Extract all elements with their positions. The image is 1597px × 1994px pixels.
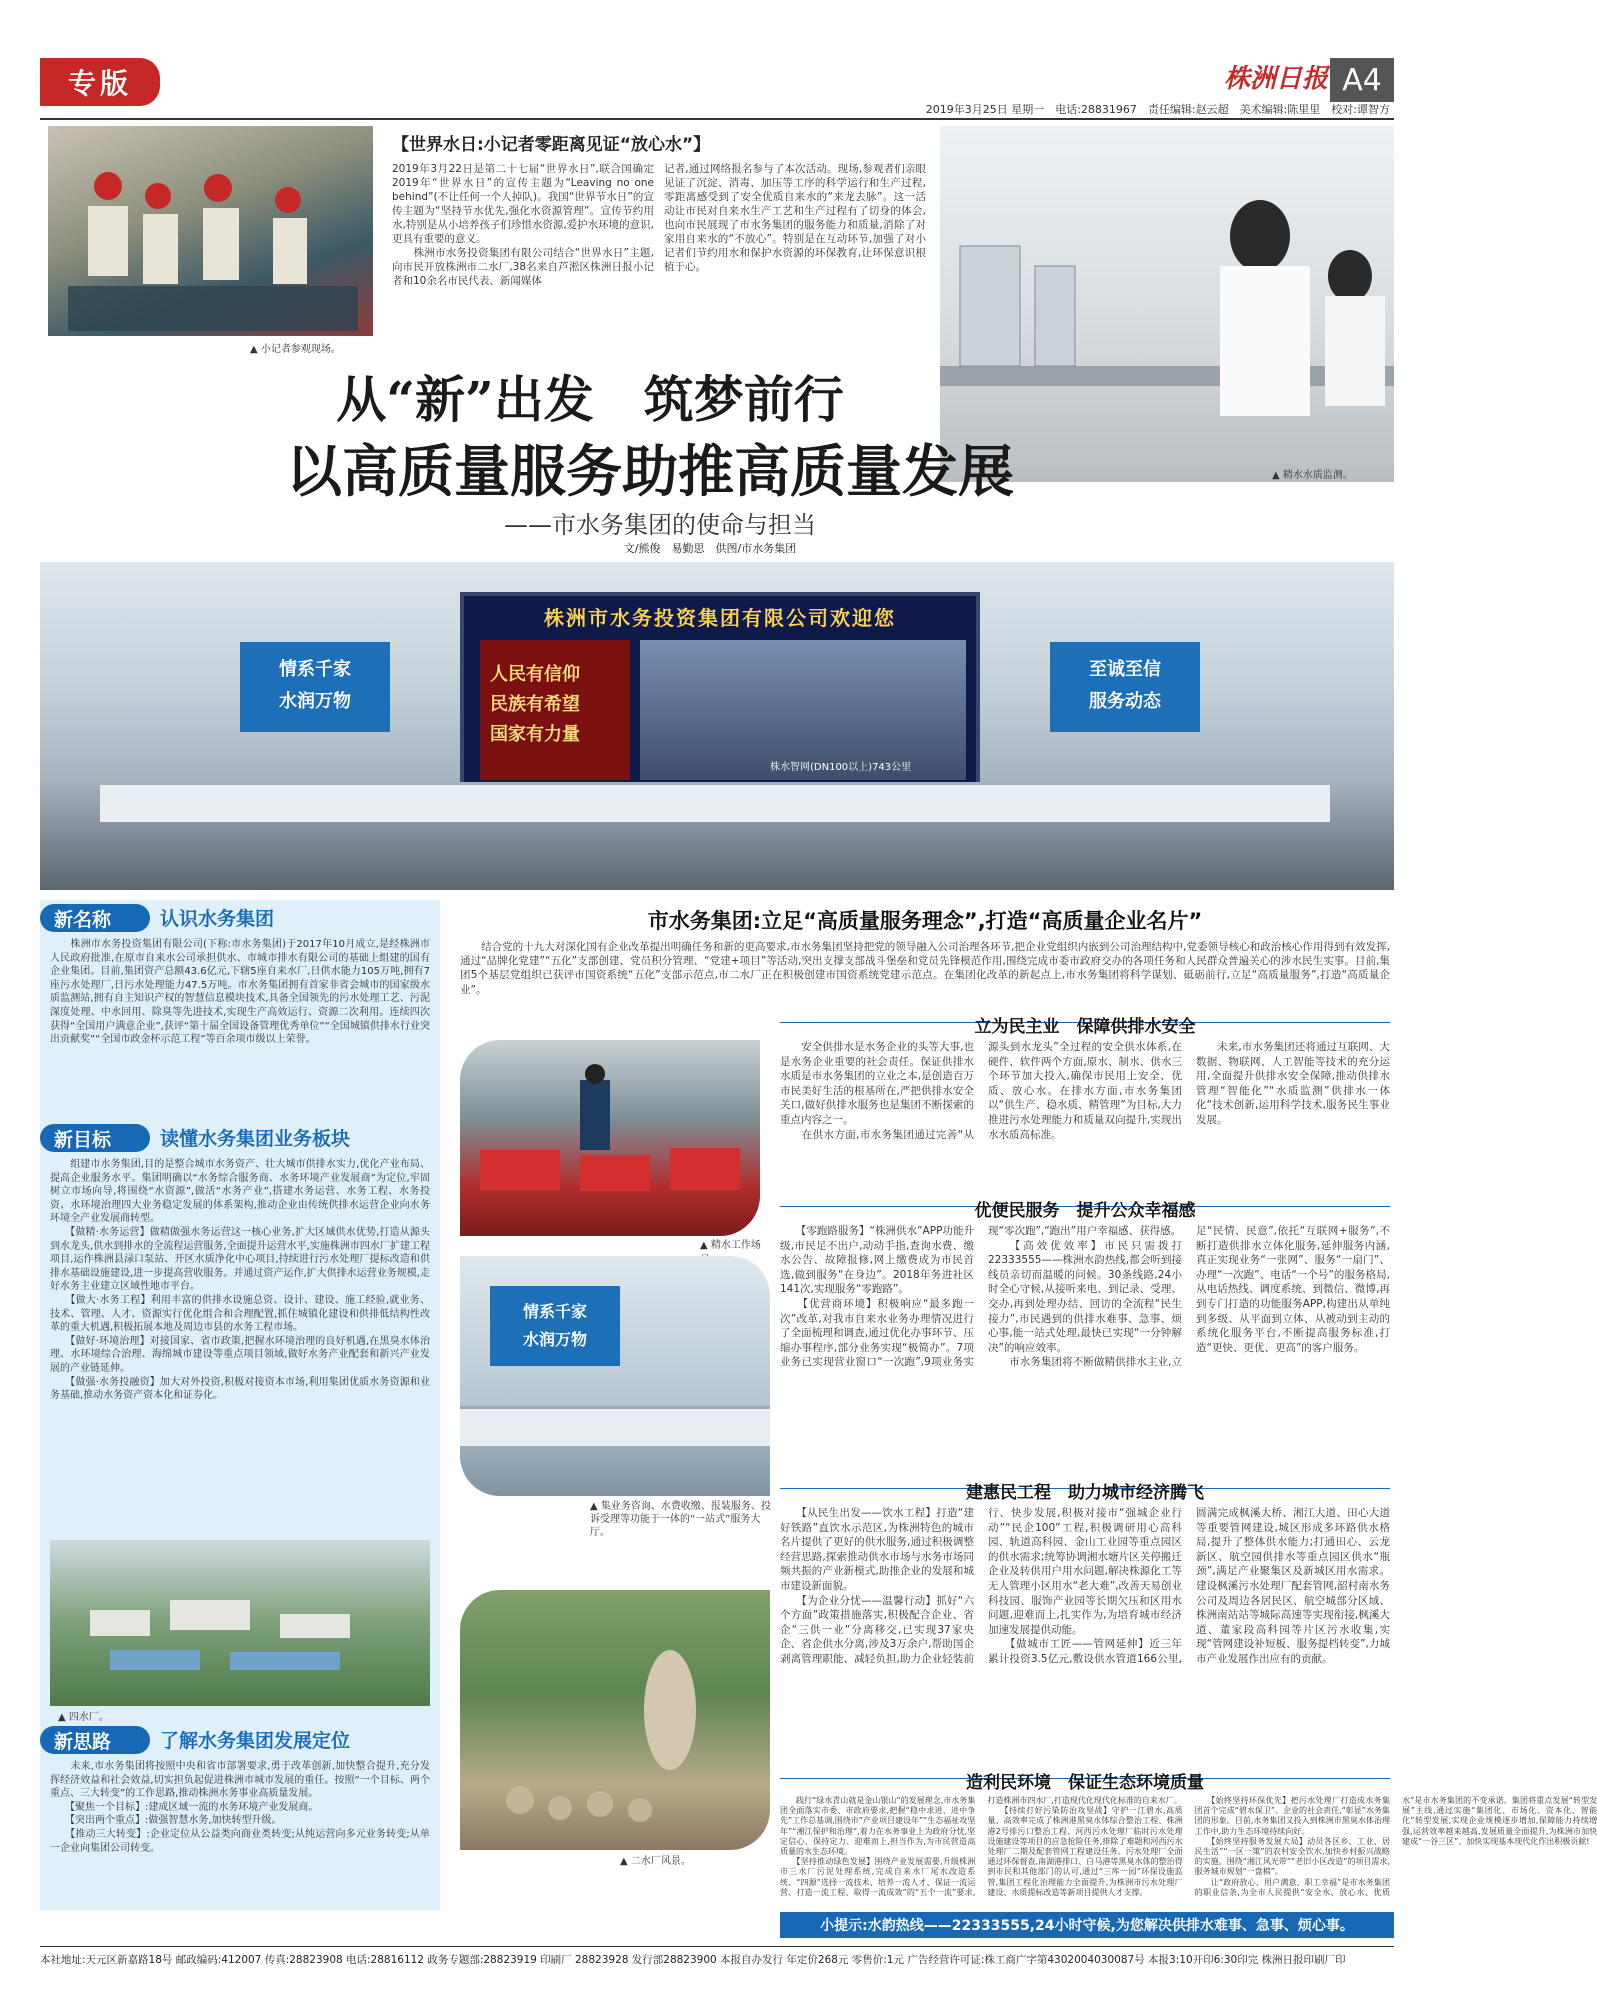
caption-lab: ▲ 精水水质监测。	[1272, 470, 1353, 481]
headline-line2: 以高质量服务助推高质量发展	[286, 440, 1014, 505]
tag-new-idea: 新思路	[40, 1726, 150, 1754]
hotline-tip: 小提示:水韵热线——22333555,24小时守候,为您解决供排水难事、急事、烦心事。	[780, 1912, 1394, 1938]
top-article-title: 【世界水日:小记者零距离见证“放心水”】	[392, 135, 711, 155]
title-new-idea: 了解水务集团发展定位	[160, 1730, 351, 1752]
footer-info: 本社地址:天元区新嘉路18号 邮政编码:412007 传真:28823908 电话:28816112 政务专题部:28823919 印刷厂 28823928 发行部28823900 本报自办发行 年定价268元 零售价:1元 广告经营许可证:株工商广字第4302004030087号 本报3:10开印6:30印完 株洲日报印刷厂印	[40, 1954, 1346, 1966]
photo-pump-room	[460, 1040, 760, 1236]
body-new-name: 株洲市水务投资集团有限公司(下称:市水务集团)于2017年10月成立,是经株洲市人民政府批准,在原市自来水公司承担供水、市城市排水有限公司的基础上组建的国有企业集团。目前,集团资产总额43.6亿元,下辖5座自来水厂,日供水能力105万吨,拥有7座污水处理厂,日污水处理能力47.5万吨。市水务集团拥有首家非省会城市的国家级水质监测站,拥有自主知识产权的智慧信息模块技术,具备全国领先的污水处理工艺、污泥深度处理、中水回用、除臭等先进技术,实现生产高效运行、资源二次利用。连续四次获得“全国用户满意企业”,获评“第十届全国设备管理优秀单位”“全国城镇供排水行业突出贡献奖”“全国市政金杯示范工程”等百余项市级以上荣誉。	[50, 939, 430, 1046]
sec4-body: 践行“绿水青山就是金山银山”的发展理念,市水务集团全面落实市委、市政府要求,把握“稳中求进、进中争先”工作总基调,围绕市“产业项目建设年”“生态福祉攻坚年”“湘江保护和治理”,着力在水务事业上为政府分忧,坚定信心、保持定力、迎难而上,担当作为,为市民营造高质量的水生态环境。 【坚持推动绿色发展】围绕产业发展需要,升级株洲市三水厂污泥处理系统,完成自来水厂尾水改造系统、“四源”选择一流技术、培养一流人才、保证一流运营、打造一流工程、取得一流成效”的“五个一流”要求,打造株洲市四水厂,打造现代化现代化标准的自来水厂。 【持续打好污染防治攻坚战】守护一江碧水,高质量、高效率完成了株洲港黑臭水体综合整治工程、株洲港2号排污口整治工程、河西污水处理厂临时污水处理设施建设等项目的应急抢险任务,排除了难题和河西污水处理厂二期及配套管网工程建设任务。污水处理厂全面通过环保督查,南湖港排口、白马港等黑臭水体的整治得到市民和其他部门的认可,通过“三库一园”环保设施监管,集团工程化治理能力全面提升,为株洲市污水处理厂建设、水质提标改造等新项目提供人才支撑。 【始终坚持环保优先】把污水处理厂打造成水务集团首个完成“碧水保卫”。企业的社会责任,“彰显”水务集团的形象。目前,水务集团又投入到株洲市黑臭水体治理工作中,助力生态环境持续向好。 【始终坚持服务发展大局】动员各区乡、工业、居民生活”“一区一策”的农村安全饮水,加快乡村振兴战略的实施。围绕“湘江风光带”“老旧小区改造”的项目需求,服务城市规划“一盘棋”。 让“政府放心、用户满意、职工幸福”是市水务集团的职业信条,为全市人民提供“安全水、放心水、优质水”是市水务集团的不变承诺。集团将重点发展“转型发展”主线,通过实施“集团化、市场化、资本化、智能化”转型发展,实现企业规模逐步增加,保障能力持续增强,运营效率越来越高,发展质量全面提升,为株洲市加快建成“一谷三区”、加快实现基本现代化作出积极贡献!	[780, 1796, 1597, 1897]
section-tag: 专版	[40, 58, 160, 106]
body-new-idea: 未来,市水务集团将按照中央和省市部署要求,勇于改革创新,加快整合提升,充分发挥经济效益和社会效益,切实担负起促进株洲市城市发展的重任。按照“一个目标、两个重点、三大转变”的工作思路,推动株洲水务事业高质量发展。 【聚焦一个目标】:建成区域一流的水务环境产业发展商。 【突出两个重点】:做强智慧水务,加快转型升级。 【推动三大转变】:企业定位从公益类向商业类转变;从纯运营向多元业务转变;从单一企业向集团公司转变。	[50, 1761, 430, 1854]
sec1-body: 安全供排水是水务企业的头等大事,也是水务企业重要的社会责任。保证供排水水质是市水务集团的立业之本,是创造百万市民美好生活的根基所在,严把供排水安全关口,做好供排水服务也是集团不断探索的重点内容之一。 在供水方面,市水务集团通过完善“从源头到水龙头”全过程的安全供水体系,在硬件、软件两个方面,原水、制水、供水三个环节加大投入,确保市民用上安全、优质、放心水。在排水方面,市水务集团以“供生产、稳水质、精管理”为目标,大力推进污水处理能力和质量双向提升,实现出水水质高标准。 未来,市水务集团还将通过互联网、大数据、物联网、人工智能等技术的充分运用,全面提升供排水安全保障,推动供排水管理“智能化”“水质监测”供排水一体化“技术创新,运用科学技术,服务民生事业发展。	[780, 1041, 1390, 1141]
sec4-heading: 造利民环境 保证生态环境质量	[966, 1773, 1204, 1793]
footer-rule	[40, 1946, 1394, 1947]
newspaper-logo: 株洲日报	[1223, 64, 1328, 94]
welcome-banner: 株洲市水务投资集团有限公司欢迎您	[544, 606, 896, 630]
kids-visit-illustration	[48, 126, 373, 336]
tag-new-name: 新名称	[40, 904, 150, 932]
caption-kids: ▲ 小记者参观现场。	[250, 344, 341, 355]
counter-desk	[460, 1406, 770, 1446]
counter-wall-sign: 情系千家 水润万物	[490, 1286, 620, 1366]
caption-plant-4: ▲ 四水厂。	[58, 1712, 109, 1723]
body-new-goal: 组建市水务集团,目的是整合城市水务资产、壮大城市供排水实力,优化产业布局、提高企业服务水平。集团明确以“水务综合服务商、水务环境产业发展商”为定位,牢固树立市场向导,将围绕“水资源”,做活“水务产业”,搭建水务运营、水务工程、水务投资、水环境治理四大业务稳定发展的体系架构,推动企业由传统供排水运营企业向水务环境全产业发展商转型。 【做精·水务运营】做精做强水务运营这一核心业务,扩大区域供水优势,打造从源头到水龙头,供水到排水的全流程运营服务,全面提升运营水平,实施株洲市四水厂扩建工程项目,运作株洲县渌口泵站、开区水质净化中心项目,持续进行污水处理厂提标改造和供排水基础设施建设,进一步提高营收服务。并通过资产运作,扩大供排水运营业务规模,走好水务主业建立区域性地市平台。 【做大·水务工程】利用丰富的供排水设施总资、设计、建设、施工经验,就业务、技术、管理、人才、资源实行优化组合和合理配置,抓住城镇化建设和供排低结构性改革的重大机遇,积极拓展本地及周边市县的水务工程市场。 【做好·环境治理】对接国家、省市政策,把握水环境治理的良好机遇,在黑臭水体治理、水环境综合治理、海绵城市建设等重点项目领域,做好水务产业配套和新兴产业发展的产业链延伸。 【做强·水务投融资】加大对外投资,积极对接资本市场,利用集团优质水务资源和业务基础,推动水务资产资本化和证券化。	[50, 1159, 430, 1402]
plant-2-illustration	[460, 1590, 770, 1850]
sec1-heading: 立为民主业 保障供排水安全	[974, 1017, 1196, 1037]
title-new-name: 认识水务集团	[160, 908, 275, 930]
caption-pump-room: ▲ 精水工作场	[700, 1240, 761, 1251]
sec3-body: 【从民生出发——饮水工程】打造“建好铁路”直饮水示范区,为株洲特色的城市名片提供了更好的供水服务,通过积极调整经营思路,探索推动供水市场与水务市场同频共振的产业新模式,助推企业的发展和城市建设新面貌。 【为企业分忧——温馨行动】抓好“六个方面”政策措施落实,积极配合企业、省企“三供一业”分离移交,已实现37家央企、省企供水分离,涉及3万余户,帮助国企剥离管理职能、减轻负担,助力企业轻装前行、快步发展,积极对接市“强城企业行动”“民企100”工程,积极调研用心高科园、轨道高科园、金山工业园等重点园区的供水需求;统筹协调湘水塘片区关停搬迁企业及转供用户用水问题,解决株源化工等无人管理小区用水“老大难”,改善天易创业科技园、服饰产业园等长期欠压和区用水问题,迎难而上,扎实作为,为培育城市经济加速发展提供动能。 【做城市工匠——管网延伸】近三年累计投资3.5亿元,敷设供水管道166公里,圆满完成枫溪大桥、湘江大道、田心大道等重要管网建设,城区形成多环路供水格局,提升了整体供水能力;打通田心、云龙新区、航空园供排水等重点园区供水“瓶颈”,满足产业聚集区及新城区用水需求。建设枫溪污水处理厂配套管网,韶村南水务公司及周边各居民区、航空城部分区域、株洲南站站等城际高速等实现衔接,枫溪大道、董家段高科园等片区污水收集,实现“管网建设补短板、服务提档转变”,力城市产业发展作出应有的贡献。	[780, 1507, 1390, 1665]
sec2-heading: 优便民服务 提升公众幸福感	[974, 1201, 1196, 1221]
photo-service-hall	[40, 562, 1394, 890]
main-intro: 结合党的十九大对深化国有企业改革提出明确任务和新的更高要求,市水务集团坚持把党的领导融入公司治理各环节,把企业党组织内嵌到公司治理结构中,党委领导核心和政治核心作用得到有效发挥,通过“品牌化党建”“五化”支部创建、党员积分管理、“党建+项目”等活动,突出支撑支部战斗堡垒和党员先锋模范作用,围绕完成市委市政府交办的各项任务和人民群众普遍关心的涉水民生实事。目前,集团5个基层党组织已获评市国资系统“五化”支部示范点,市二水厂正在积极创建市国资系统党建示范点。在集团化改革的新起点上,市水务集团将科学谋划、砥砺前行,立足“高质量服务”,打造“高质量企业”。	[460, 941, 1390, 996]
page-number: A4	[1330, 58, 1394, 102]
headline-line1: 从“新”出发 筑梦前行	[336, 370, 844, 429]
header-rule	[40, 118, 1394, 120]
video-wall	[460, 592, 980, 792]
photo-service-counter	[460, 1256, 770, 1496]
photo-kids-visit	[48, 126, 373, 336]
screen-caption: 株水智网(DN100以上)743公里	[770, 762, 912, 773]
sec3-heading: 建惠民工程 助力城市经济腾飞	[966, 1483, 1204, 1503]
title-new-goal: 读懂水务集团业务板块	[160, 1128, 351, 1150]
left-wall-sign: 情系千家 水润万物	[240, 642, 390, 732]
tag-new-goal: 新目标	[40, 1124, 150, 1152]
slogan-screen: 人民有信仰 民族有希望 国家有力量	[480, 640, 630, 780]
sec2-body: 【零跑路服务】“株洲供水”APP功能升级,市民足不出户,动动手指,查询水费、缴水公告、故障报修,网上缴费成为市民首选,做到服务“在身边”。2018年务进社区141次,实现服务“零跑路”。 【优营商环境】积极响应“最多跑一次”改革,对我市自来水业务办理情况进行了全面梳理和调查,通过优化办事环节、压缩办事程序,部分业务实现“极简办”。7项业务已实现营业窗口“一次跑”,9项业务实现“零次跑”,“跑出”用户幸福感、获得感。 【高效优效率】市民只需拨打22333555——株洲水韵热线,都会听到接线员亲切而温暖的问候。30条线路,24小时全心守候,从接听来电、到记录、受理、交办,再到处理办结、回访的全流程“民生接力”,市民遇到的供排水难事、急事、烦心事,能一站式处理,最快已实现“一分钟解决”的响应效率。 市水务集团将不断做精供排水主业,立足“民情、民意”,依托“互联网+服务”,不断打造供排水立体化服务,延伸服务内涵,真正实现业务“一张网”、服务“一扇门”、办理“一次跑”、电话“一个号”的服务格局,从电话热线、调度系统、到微信、微博,再到专门打造的功能服务APP,构建出从单纯到多级、从平面到立体、从被动到主动的系统化服务平台,不断提高服务标准,打造“更快、更优、更高”的客户服务。	[780, 1225, 1390, 1369]
top-article-col1: 2019年3月22日是第二十七届“世界水日”,联合国确定2019年“世界水日”的宣传主题为“Leaving no one behind”(不让任何一个人掉队)。我国“世界节水日”的宣传主题为“坚持节水优先,强化水资源管理”。宣传节约用水,特别是从小培养孩子们珍惜水资源,爱护水环境的意识,更具有重要的意义。 株洲市水务投资集团有限公司结合“世界水日”主题,向市民开放株洲市二水厂,38名来自芦淞区株洲日报小记者和10余名市民代表、新闻媒体	[392, 163, 655, 287]
byline: 文/熊俊 易勤思 供图/市水务集团	[623, 542, 797, 555]
right-wall-sign: 至诚至信 服务动态	[1050, 642, 1200, 732]
photo-plant-2-scenery	[460, 1590, 770, 1850]
caption-plant-2: ▲ 二水厂风景。	[620, 1856, 691, 1867]
water-plant-illustration	[50, 1540, 430, 1706]
service-counter	[100, 782, 1330, 822]
caption-service-counter: ▲ 集业务咨询、水费收缴、报装服务、投诉受理等功能于一体的“一站式”服务大厅。	[590, 1501, 771, 1538]
map-screen	[640, 640, 966, 780]
pump-room-illustration	[460, 1040, 760, 1236]
top-article-col2: 记者,通过网络报名参与了本次活动。现场,参观者们亲眼见证了沉淀、消毒、加压等工序的科学运行和生产过程,零距离感受到了安全优质自来水的“来龙去脉”。这一活动让市民对自来水生产工艺和生产过程有了切身的体会,也向市民展现了市水务集团的服务能力和质量,消除了对家用自来水的“不放心”。特别是在互动环节,加强了对小记者们节约用水和保护水资源的环保教育,让环保意识根植于心。	[664, 163, 926, 273]
headline-sub: ——市水务集团的使命与担当	[504, 511, 816, 539]
main-title: 市水务集团:立足“高质量服务理念”,打造“高质量企业名片”	[647, 909, 1203, 933]
issue-meta: 2019年3月25日 星期一 电话:28831967 责任编辑:赵云超 美术编辑:陈里里 校对:谭智方	[925, 103, 1390, 116]
photo-water-plant-4	[50, 1540, 430, 1706]
